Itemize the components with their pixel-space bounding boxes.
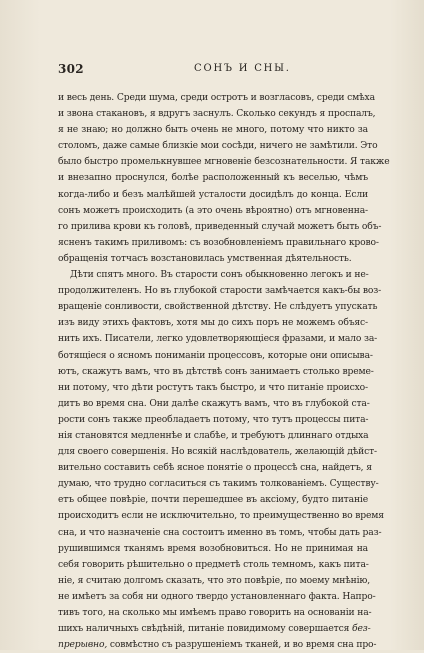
- text-line: рушившимся тканямъ время возобновиться. Но не принимая на: [58, 542, 368, 554]
- text-line: етъ общее повѣріе, почти перешедшее въ аксіому, будто питаніе: [58, 494, 368, 506]
- text-line: дитъ во время сна. Они далѣе скажутъ вамъ, что въ глубокой ста-: [58, 397, 370, 409]
- running-title: СОНЪ И СНЫ.: [194, 63, 291, 74]
- text-line: нить ихъ. Писатели, легко удовлетворяющіеся фразами, и мало за-: [58, 333, 378, 345]
- text-line: думаю, что трудно согласиться съ такимъ толкованіемъ. Существу-: [58, 478, 379, 490]
- text-line: прерывно, совмѣстно съ разрушеніемъ тканей, и во время сна про-: [58, 639, 377, 651]
- text-line: го прилива крови къ головѣ, приведенный случай можетъ быть объ-: [58, 220, 382, 232]
- text-line: происходитъ если не исключительно, то преимущественно во время: [58, 510, 384, 522]
- text-line: ботящіеся о ясномъ пониманіи процессовъ, которые они описыва-: [58, 349, 373, 361]
- body-text: [58, 90, 390, 653]
- text-line: продолжителенъ. Но въ глубокой старости замѣчается какъ-бы воз-: [58, 285, 382, 297]
- text-line: ясненъ такимъ приливомъ: съ возобновленіемъ правильнаго крово-: [58, 236, 379, 248]
- text-line: рости сонъ также преобладаетъ потому, что тутъ процессы пита-: [58, 413, 369, 425]
- page-number: 302: [58, 62, 84, 76]
- text-line: было быстро промелькнувшее мгновеніе безсознательности. Я также: [58, 156, 390, 168]
- text-line: обращенія тотчасъ возстановилась умственная дѣятельность.: [58, 252, 352, 264]
- text-line: не имѣетъ за собя ни одного твердо установленнаго факта. Напро-: [58, 590, 376, 602]
- text-line: для своего совершенія. Но всякій наслѣдователь, желающій дѣйст-: [58, 446, 377, 458]
- page-header: [58, 62, 368, 76]
- text-line: вительно составить себѣ ясное понятіе о процессѣ сна, найдетъ, я: [58, 462, 372, 474]
- text-line: Дѣти спятъ много. Въ старости сонъ обыкновенно легокъ и не-: [70, 269, 369, 281]
- text-line: изъ виду этихъ фактовъ, хотя мы до сихъ поръ не можемъ объяс-: [58, 317, 368, 329]
- text-line: и внезапно проснулся, болѣе расположенный къ веселью, чѣмъ: [58, 172, 368, 184]
- text-line: сна, и что назначеніе сна состоитъ именно въ томъ, чтобы дать раз-: [58, 526, 382, 538]
- text-line: и звона стакановъ, я вдругъ заснулъ. Сколько секундъ я проспалъ,: [58, 108, 376, 120]
- text-line: себя говорить рѣшительно о предметѣ столь темномъ, какъ пита-: [58, 558, 369, 570]
- text-line: и весь день. Среди шума, среди остротъ и возгласовъ, среди смѣха: [58, 92, 375, 103]
- text-line: вращеніе сонливости, свойственной дѣтству. Не слѣдуетъ упускать: [58, 301, 378, 313]
- text-line: шихъ наличныхъ свѣдѣній, питаніе повидимому совершается без-: [58, 623, 371, 635]
- text-line: сонъ можетъ происходить (а это очень вѣроятно) отъ мгновенна-: [58, 204, 368, 216]
- text-line: тивъ того, на сколько мы имѣемъ право говорить на основаніи на-: [58, 607, 372, 618]
- text-line: ніе, я считаю долгомъ сказать, что это повѣріе, по моему мнѣнію,: [58, 574, 371, 586]
- text-line: нія становятся медленнѣе и слабѣе, и требуютъ длиннаго отдыха: [58, 429, 369, 441]
- text-line: ни потому, что дѣти ростутъ такъ быстро, и что питаніе происхо-: [58, 381, 368, 393]
- text-line: ютъ, скажутъ вамъ, что въ дѣтствѣ сонъ занимаетъ столько време-: [58, 365, 374, 377]
- text-line: я не знаю; но должно быть очень не много, потому что никто за: [58, 124, 368, 136]
- text-line: когда-либо и безъ малѣйшей усталости досидѣлъ до конца. Если: [58, 188, 368, 200]
- text-line: столомъ, даже самые близкіе мои сосѣди, ничего не замѣтили. Это: [58, 140, 378, 152]
